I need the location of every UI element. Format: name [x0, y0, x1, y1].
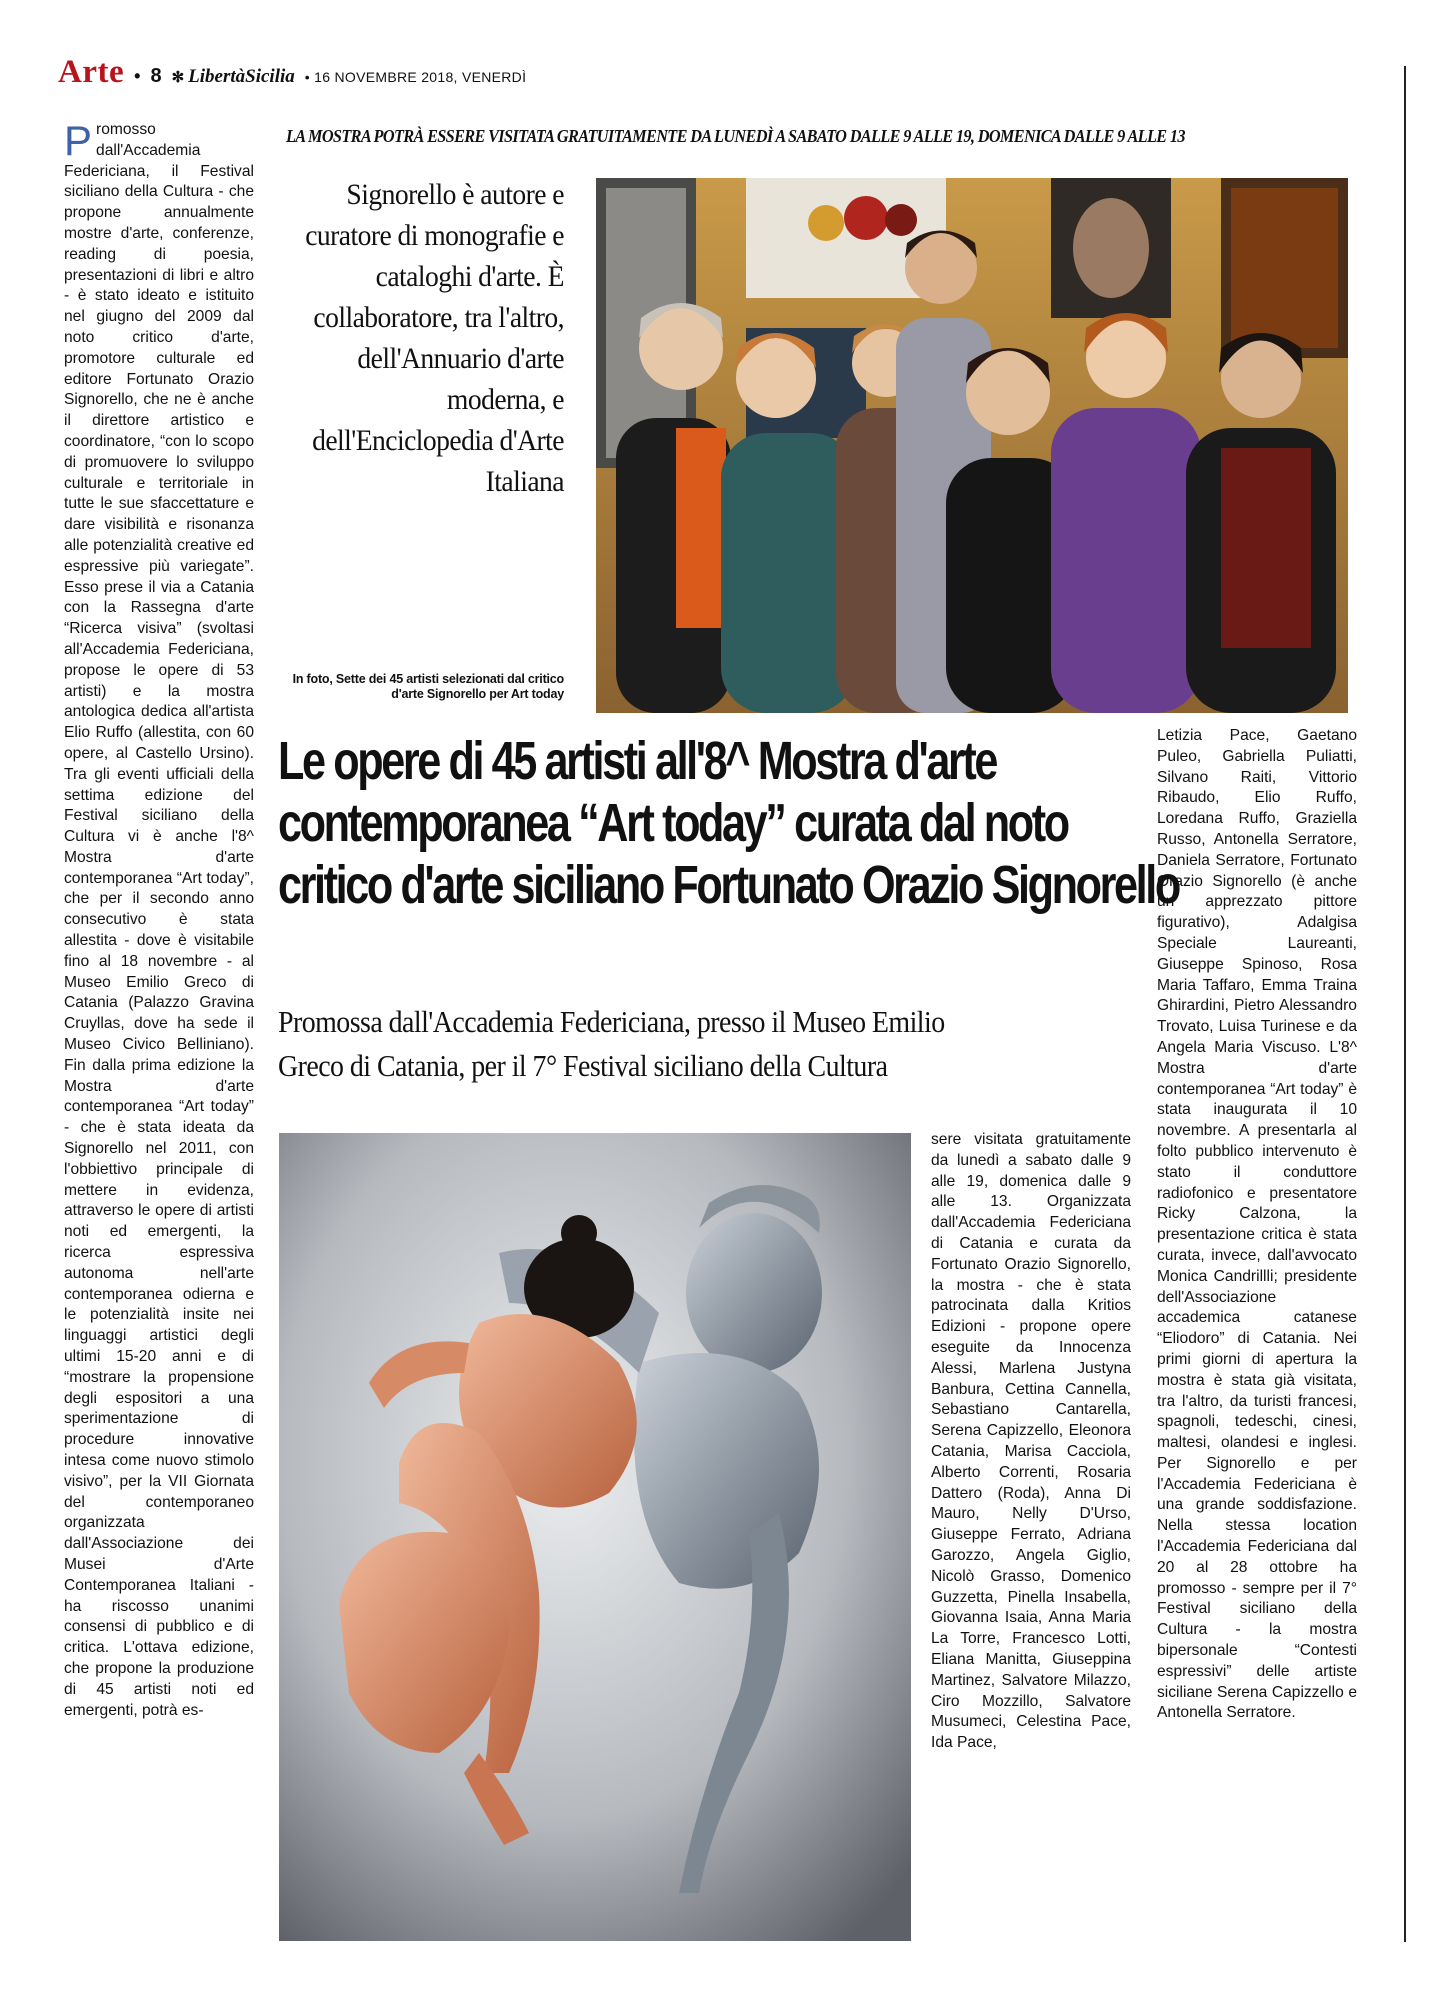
- section-title: Arte: [58, 54, 125, 90]
- artwork-painting: [279, 1133, 911, 1941]
- kicker-line: LA MOSTRA POTRÀ ESSERE VISITATA GRATUITAMENTE DA LUNEDÌ A SABATO DALLE 9 ALLE 19, DOMENICA DALLE 9 ALLE 13: [286, 126, 1185, 146]
- subheadline: [278, 1000, 1052, 1088]
- subheadline-line-2: Greco di Catania, per il 7° Festival siciliano della Cultura: [278, 1048, 888, 1083]
- body-column-1-text: romosso dall'Accademia Federiciana, il Festival siciliano della Cultura - che propone annualmente mostre d'arte, conferenze, reading di poesia, presentazioni di libri e altro - è stato ideato e istituito nel giugno del 2009 dal noto critico d'arte, promotore culturale ed editore Fortunato Orazio Signorello, che ne è anche il direttore artistico e coordinatore, “con lo scopo di promuovere lo sviluppo culturale e territoriale in tutte le sue sfaccettature e dare visibilità e risonanza alle potenzialità creative ed espressive più variegate”. Esso prese il via a Catania con la Rassegna d'arte “Ricerca visiva” (svoltasi all'Accademia Federiciana, propose le opere di 53 artisti) e la mostra antologica dedica all'artista Elio Ruffo (allestita, con 60 opere, al Castello Ursino). Tra gli eventi ufficiali della settima edizione del Festival siciliano della Cultura vi è anche l'8^ Mostra d'arte contemporanea “Art today”, che per il secondo anno consecutivo è stata allestita - dove è visitabile fino al 18 novembre - al Museo Emilio Greco di Catania (Palazzo Gravina Cruyllas, dove ha sede il Museo Civico Belliniano). Fin dalla prima edizione la Mostra d'arte contemporanea “Art today” - che è stata ideata da Signorello nel 2011, con l'obbiettivo principale di mettere in evidenza, attraverso le opere di artisti noti ed emergenti, la ricerca espressiva autonoma nell'arte contemporanea odierna e le potenzialità insite nei linguaggi artistici degli ultimi 15-20 anni e di “mostrare la propensione degli espositori a una sperimentazione di procedure innovative intesa come nuovo stimolo visivo”, per la VII Giornata del contemporaneo organizzata dall'Associazione dei Musei d'Arte Contemporanea Italiani - ha riscosso unanimi consensi di pubblico e di critica. L'ottava edizione, che propone la produzione di 45 artisti noti ed emergenti, potrà es-: [64, 121, 254, 1719]
- newspaper-logo: [172, 66, 295, 88]
- column-divider: [1404, 66, 1406, 1942]
- artwork-painting-image: [279, 1133, 911, 1941]
- newspaper-name: LibertàSicilia: [188, 66, 295, 87]
- body-column-4: [1157, 726, 1357, 1942]
- group-photo-image: [596, 178, 1348, 713]
- pull-quote: Signorello è autore e curatore di monografie e cataloghi d'arte. È collaboratore, tra l'altro, dell'Annuario d'arte moderna, e dell'Enciclopedia d'Arte Italiana: [305, 178, 564, 498]
- issue-date: • 16 NOVEMBRE 2018, VENERDÌ: [304, 69, 527, 85]
- body-column-4-text: Letizia Pace, Gaetano Puleo, Gabriella Puliatti, Silvano Raiti, Vittorio Ribaudo, Elio Ruffo, Loredana Ruffo, Graziella Russo, Antonella Serratore, Daniela Serratore, Fortunato Orazio Signorello (è anche un apprezzato pittore figurativo), Adalgisa Speciale Laureanti, Giuseppe Spinoso, Rosa Maria Taffaro, Emma Traina Ghirardini, Pietro Alessandro Trovato, Luisa Turinese e da Angela Maria Viscuso. L'8^ Mostra d'arte contemporanea “Art today” è stata inaugurata il 10 novembre. A presentarla al folto pubblico intervenuto è stato il conduttore radiofonico e presentatore Ricky Calzona, la presentazione critica è stata curata, invece, dall'avvocato Monica Candrillli; presidente dell'Associazione accademica catanese “Eliodoro” di Catania. Nei primi giorni di apertura la mostra è stata già visitata, tra l'altro, da turisti francesi, spagnoli, tedeschi, cinesi, maltesi, olandesi e inglesi. Per Signorello e per l'Accademia Federiciana è una grande soddisfazione. Nella stessa location l'Accademia Federiciana dal 20 al 28 ottobre ha promosso - sempre per il 7° Festival siciliano della Cultura - la mostra bipersonale “Contesti espressivi” delle artiste siciliane Serena Capizzello e Antonella Serratore.: [1157, 727, 1357, 1722]
- headline-line-3: critico d'arte siciliano Fortunato Orazio Signorello: [278, 855, 1179, 915]
- body-column-3: [931, 1130, 1131, 1942]
- page-header: [58, 54, 526, 94]
- headline: [278, 730, 1179, 916]
- drop-cap: P: [64, 120, 93, 164]
- page-number: 8: [150, 65, 162, 87]
- body-column-1: [64, 120, 254, 1940]
- photo-caption: In foto, Sette dei 45 artisti selezionati dal critico d'arte Signorello per Art today: [292, 672, 564, 701]
- newspaper-logo-icon: ✻: [171, 70, 185, 86]
- header-separator: •: [134, 66, 141, 86]
- headline-line-1: Le opere di 45 artisti all'8^ Mostra d'arte: [278, 731, 997, 791]
- headline-line-2: contemporanea “Art today” curata dal noto: [278, 793, 1068, 853]
- body-column-3-text: sere visitata gratuitamente da lunedì a sabato dalle 9 alle 19, domenica dalle 9 alle 13. Organizzata dall'Accademia Federiciana di Catania e curata da Fortunato Orazio Signorello, la mostra - che è stata patrocinata dalla Kritios Edizioni - propone opere eseguite da Innocenza Alessi, Marlena Justyna Banbura, Cettina Cannella, Sebastiano Cantarella, Serena Capizzello, Eleonora Catania, Marisa Cacciola, Alberto Correnti, Rosaria Dattero (Roda), Anna Di Mauro, Nelly D'Urso, Giuseppe Ferrato, Adriana Garozzo, Angela Giglio, Nicolò Grasso, Domenico Guzzetta, Pinella Insabella, Giovanna Isaia, Anna Maria La Torre, Francesco Lotti, Eliana Manitta, Giuseppina Martinez, Salvatore Milazzo, Ciro Mozzillo, Salvatore Musumeci, Celestina Pace, Ida Pace,: [931, 1131, 1131, 1752]
- subheadline-line-1: Promossa dall'Accademia Federiciana, presso il Museo Emilio: [278, 1004, 945, 1039]
- group-photo: [596, 178, 1348, 713]
